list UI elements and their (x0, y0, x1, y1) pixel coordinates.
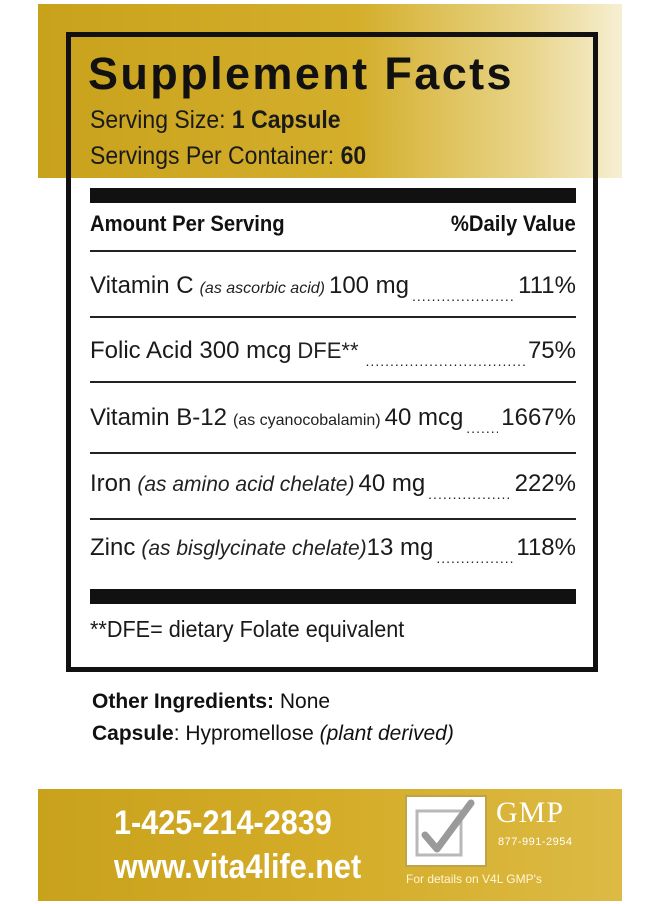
other-ingredients (92, 690, 330, 714)
nutrient-name: Iron (90, 470, 132, 497)
nutrient-name: Folic Acid 300 mcg (90, 337, 292, 364)
nutrient-amount: 40 mg (358, 470, 426, 497)
leader-dots (366, 353, 525, 369)
row-divider (90, 381, 576, 383)
row-divider (90, 316, 576, 318)
nutrient-qualifier: DFE** (297, 338, 359, 363)
nutrient-row-vitamin-b12 (90, 404, 576, 436)
nutrient-amount: 100 mg (328, 272, 410, 299)
nutrient-qualifier: (as ascorbic acid) (199, 280, 325, 297)
capsule-value: Hypromellose (185, 722, 314, 745)
nutrient-dv: 75% (527, 337, 576, 364)
thick-divider-top (90, 188, 576, 203)
website-url: www.vita4life.net (114, 848, 362, 886)
capsule-note: (plant derived) (319, 722, 454, 745)
nutrient-row-iron (90, 470, 576, 502)
other-ingredients-label: Other Ingredients: (92, 690, 275, 713)
nutrient-name: Vitamin B-12 (90, 404, 227, 431)
nutrient-qualifier: (as amino acid chelate) (137, 473, 355, 496)
phone-number: 1-425-214-2839 (114, 804, 332, 842)
leader-dots (428, 486, 511, 502)
leader-dots (412, 288, 515, 304)
servings-per-container (90, 142, 366, 171)
supplement-facts-title: Supplement Facts (88, 48, 514, 99)
amount-per-serving-header: Amount Per Serving (90, 211, 285, 236)
serving-size (90, 106, 341, 135)
dfe-footnote: **DFE= dietary Folate equivalent (90, 616, 405, 642)
nutrient-amount: 40 mcg (384, 404, 464, 431)
capsule-info: Capsule: Hypromellose (plant derived) (92, 722, 454, 745)
row-divider (90, 452, 576, 454)
checkmark-icon (405, 795, 487, 867)
nutrient-dv: 1667% (501, 404, 576, 431)
row-divider (90, 518, 576, 520)
nutrient-amount: 13 mg (366, 534, 434, 561)
leader-dots (436, 550, 513, 566)
servings-per-container-value: 60 (340, 142, 367, 170)
daily-value-header: %Daily Value (451, 211, 576, 236)
nutrient-dv: 222% (514, 470, 576, 497)
nutrient-row-folic-acid (90, 337, 576, 369)
capsule-label: Capsule (92, 722, 174, 745)
nutrient-name: Vitamin C (90, 272, 194, 299)
nutrient-qualifier: (as cyanocobalamin) (232, 412, 381, 429)
leader-dots (466, 420, 498, 436)
serving-size-value: 1 Capsule (231, 106, 341, 134)
nutrient-dv: 111% (518, 272, 576, 299)
nutrient-name: Zinc (90, 534, 136, 561)
gmp-details-link: For details on V4L GMP's (406, 872, 542, 886)
other-ingredients-value: None (279, 690, 331, 713)
nutrient-dv: 118% (516, 534, 576, 561)
gmp-title: GMP (496, 796, 565, 829)
nutrient-qualifier: (as bisglycinate chelate) (141, 537, 367, 560)
nutrient-row-zinc (90, 534, 576, 566)
row-divider (90, 250, 576, 252)
gmp-phone: 877-991-2954 (498, 836, 573, 848)
thick-divider-bottom (90, 589, 576, 604)
servings-per-container-label: Servings Per Container: (90, 142, 335, 170)
serving-size-label: Serving Size: (90, 106, 226, 134)
nutrient-row-vitamin-c (90, 272, 576, 304)
